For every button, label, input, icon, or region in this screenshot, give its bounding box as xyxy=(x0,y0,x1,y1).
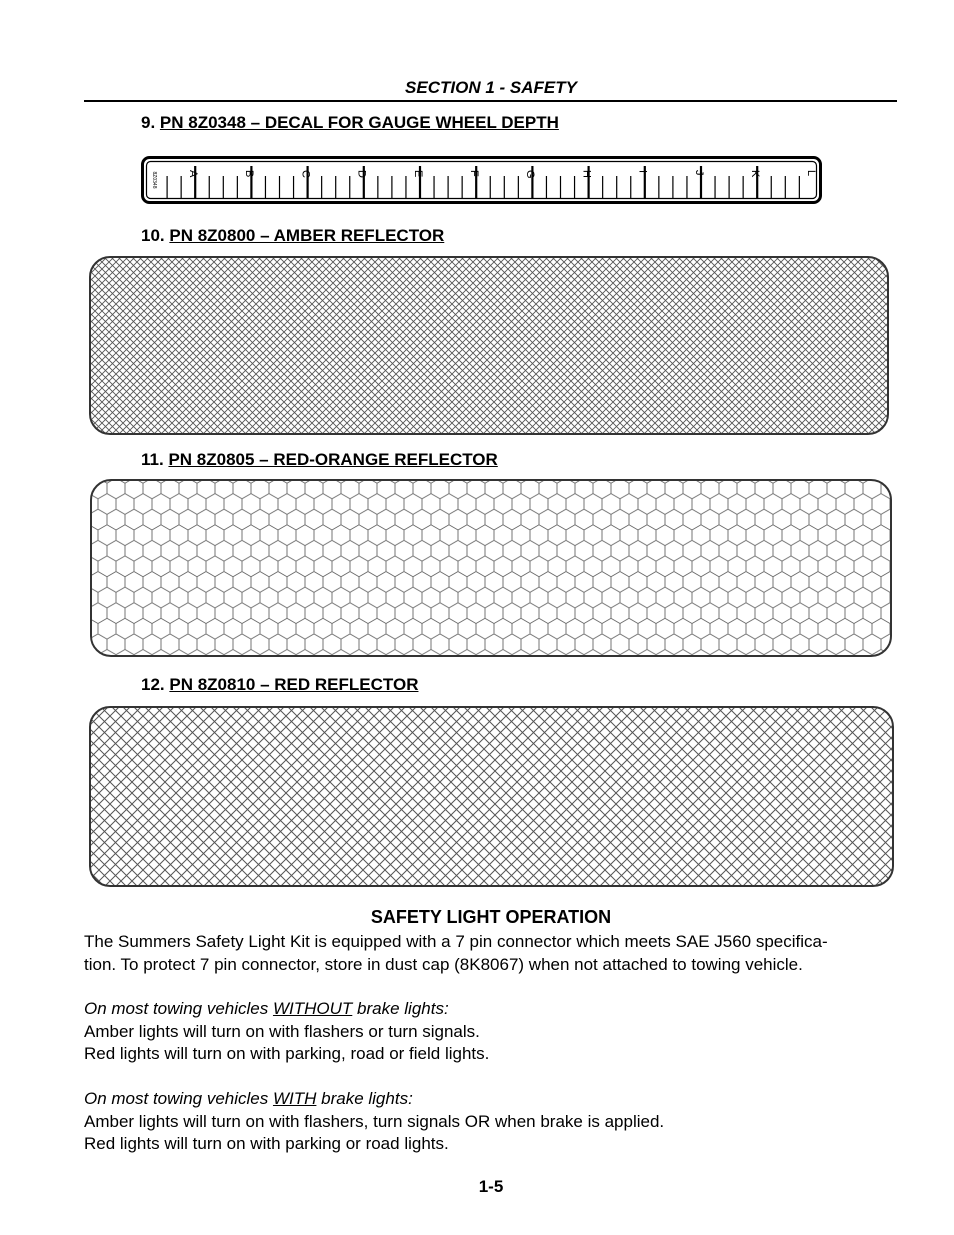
gauge-letter: L xyxy=(805,170,818,177)
item-11-heading xyxy=(141,450,498,470)
gauge-letter: J xyxy=(692,170,705,176)
gauge-wheel-depth-decal xyxy=(141,156,822,204)
gauge-letter: I xyxy=(636,170,649,174)
with-brake-lights-heading xyxy=(84,1088,904,1111)
item-9-title: PN 8Z0348 – DECAL FOR GAUGE WHEEL DEPTH xyxy=(159,113,559,132)
without-emphasis: WITHOUT xyxy=(272,999,353,1018)
safety-light-title: SAFETY LIGHT OPERATION xyxy=(370,907,612,927)
gauge-letter: F xyxy=(468,170,480,177)
gauge-letter: C xyxy=(299,170,312,178)
without-line-2: Red lights will turn on with parking, road or field lights. xyxy=(84,1044,490,1063)
without-brake-lights-block xyxy=(84,998,904,1066)
without-line-1: Amber lights will turn on with flashers or turn signals. xyxy=(84,1021,480,1041)
gauge-letter: E xyxy=(411,170,424,178)
safety-light-intro xyxy=(84,931,904,976)
without-prefix: On most towing vehicles xyxy=(84,999,273,1018)
gauge-letter: D xyxy=(355,170,368,178)
item-12-title: PN 8Z0810 – RED REFLECTOR xyxy=(169,675,419,694)
section-title: SECTION 1 - SAFETY xyxy=(405,78,577,97)
item-10-title: PN 8Z0800 – AMBER REFLECTOR xyxy=(169,226,445,245)
item-10-heading xyxy=(141,226,444,246)
gauge-letter: G xyxy=(524,170,537,179)
with-emphasis: WITH xyxy=(272,1089,317,1108)
item-9-heading xyxy=(141,113,559,133)
gauge-letter: A xyxy=(187,170,199,178)
item-10-number: 10. xyxy=(141,226,165,245)
red-orange-reflector xyxy=(89,478,893,658)
intro-line-2: tion. To protect 7 pin connector, store in dust cap (8K8067) when not attached to towing vehicle. xyxy=(84,954,803,974)
with-brake-lights-block xyxy=(84,1088,904,1156)
item-12-heading xyxy=(141,675,418,695)
page-number: 1-5 xyxy=(478,1177,504,1196)
header-rule xyxy=(84,100,897,102)
with-suffix: brake lights: xyxy=(316,1089,413,1108)
with-line-2: Red lights will turn on with parking or road lights. xyxy=(84,1134,449,1153)
intro-line-1: The Summers Safety Light Kit is equipped with a 7 pin connector which meets SAE J560 specifica- xyxy=(84,932,828,951)
with-prefix: On most towing vehicles xyxy=(84,1089,273,1108)
item-11-title: PN 8Z0805 – RED-ORANGE REFLECTOR xyxy=(168,450,498,469)
gauge-letter: B xyxy=(243,170,256,178)
without-brake-lights-heading xyxy=(84,998,904,1021)
item-9-number: 9. xyxy=(141,113,156,132)
gauge-letter: K xyxy=(749,170,761,178)
without-suffix: brake lights: xyxy=(352,999,449,1018)
red-reflector xyxy=(88,705,895,888)
gauge-letter: H xyxy=(580,170,593,178)
with-line-1: Amber lights will turn on with flashers, turn signals OR when brake is applied. xyxy=(84,1111,665,1131)
amber-reflector xyxy=(88,255,890,436)
item-12-number: 12. xyxy=(141,675,165,694)
item-11-number: 11. xyxy=(141,450,164,469)
gauge-part-code: 8Z0348 xyxy=(151,171,157,189)
